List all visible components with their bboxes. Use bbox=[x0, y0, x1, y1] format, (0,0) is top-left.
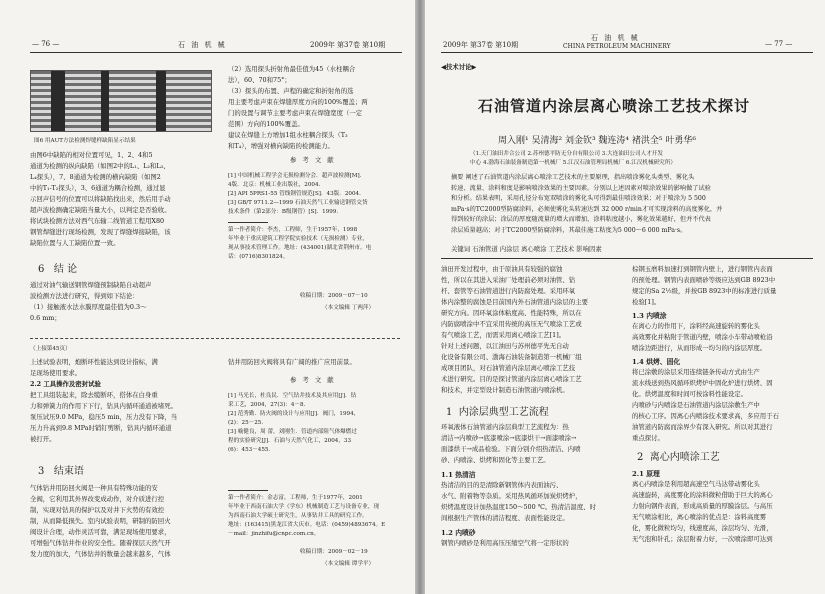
section-number: 1 bbox=[446, 407, 453, 418]
paragraph-line: 足现场使用要求。 bbox=[30, 369, 82, 377]
section-title: 内涂层典型工艺流程 bbox=[458, 407, 549, 418]
reference-item: 4版．北京：机械工业出版社，2004． bbox=[228, 182, 325, 188]
paragraph-line: 杆、套管等石油管道进行内防腐处理。采用环氧 bbox=[441, 287, 576, 295]
paragraph-line: 热清洁的目的是清除新钢管体内表面油污、 bbox=[441, 481, 563, 489]
editor-note-2: （本文编辑 谭学平） bbox=[322, 561, 375, 567]
footnote-rule bbox=[228, 490, 268, 491]
subsection-2-1: 2.1 原理 bbox=[632, 470, 660, 478]
column-tag: ◀技术讨论▶ bbox=[441, 63, 477, 71]
paragraph-line: 的预处理。钢管内表面喷砂等级应达到GB 8923中 bbox=[632, 276, 776, 284]
paragraph-line: 化，雾化微粒均匀，线速度高，涂层均匀、光滑， bbox=[632, 524, 773, 532]
paragraph-line: 的核心工序。因离心内喷涂技术要求高，多应用于石 bbox=[632, 412, 779, 420]
paragraph-line: 钢管焊缝进行现场检测，发现了焊缝焊接缺陷，该 bbox=[30, 228, 171, 236]
paragraph-line: 高速旋转，高度雾化的涂料微粒借助于巨大的离心 bbox=[632, 491, 773, 499]
paragraph-line: 气体钻井用防回火阀是一种具有特殊功能的安 bbox=[30, 484, 158, 492]
abstract-line: 摘要 阐述了石油管道内涂层离心喷涂工艺技术的主要原理，指出喷涂雾化头类型、雾化头 bbox=[451, 174, 695, 181]
paragraph-line: 化设备有限公司、渤海石油装备制造第一机械厂组 bbox=[441, 353, 582, 361]
paragraph-line: 环氧液体石油管道内涂层典型工艺流程为：热 bbox=[441, 423, 569, 431]
paragraph-line: 钢管内喷砂是利用高压压缩空气将一定形状的 bbox=[441, 539, 569, 547]
left-issue: 2009年 第37卷 第10期 bbox=[310, 41, 386, 49]
subsection-1-1: 1.1 热清洁 bbox=[441, 471, 476, 479]
paragraph-line: 油管道内防腐而涂界少有深入研究。所以对其进行 bbox=[632, 423, 773, 431]
paragraph-line: 性，所以在其进入采油厂处理前必须对油管、钻 bbox=[441, 276, 576, 284]
right-journal-name: 石 油 机 械 bbox=[591, 34, 640, 42]
subsection-heading: 2.2 工具操作及密封试验 bbox=[30, 380, 101, 388]
abstract-line: 和分析。结果表明，采用孔径分布宽双喷涂的雾化头可得到最佳喷涂效果；对于喷涂为 5 500 bbox=[451, 195, 706, 202]
section-title: 离心内喷涂工艺 bbox=[649, 452, 720, 463]
author-note-line: 第一作者简介：金志富，工程师，生于1977年，2001 bbox=[228, 495, 363, 501]
paragraph-line: 研究方向。因环氧涂体粘度高、性能特殊，所以在 bbox=[441, 309, 582, 317]
abstract-rule bbox=[441, 258, 813, 259]
editor-note: （本文编辑 丁两萍） bbox=[322, 305, 375, 311]
received-date: 收稿日期：2009－07－10 bbox=[300, 293, 368, 299]
article-authors: 周入刚¹ 吴清海² 刘金钦³ 魏连涛⁴ 褚洪全⁵ 叶勇华⁶ bbox=[498, 136, 696, 146]
paragraph-line: 中的T₁-T₂探头），3、6通道为耦合检测，通过显 bbox=[30, 184, 166, 192]
continued-note: （上接第45页） bbox=[30, 346, 71, 352]
paragraph-line: 用主要考虑声束在焊缝厚度方向的100%覆盖；两 bbox=[228, 98, 368, 106]
paragraph-line: 制，从而降低损失。室内试验表明，研制的防回火 bbox=[30, 517, 171, 525]
reference-item: 采工艺，2004，27(3)：4－8． bbox=[228, 402, 310, 408]
paragraph-line: 制，实现对钻具的保护以及对井下火势的有效控 bbox=[30, 506, 165, 514]
abstract-line: 转速、流量、涂料和度是影响喷涂效果的主要因素。分别以上述因素对喷涂效果的影响做了试验 bbox=[451, 184, 711, 192]
paragraph-line: 0.6 mm； bbox=[30, 314, 61, 322]
paragraph-line: 和T₄），增强对横向缺陷的检测能力。 bbox=[228, 142, 334, 150]
author-note-line: 第一作者简介：李杰，工程师，生于1957年，1998 bbox=[228, 227, 358, 233]
footnote-rule bbox=[228, 222, 268, 223]
references-heading: 参 考 文 献 bbox=[290, 156, 336, 164]
paragraph-line: 泵压试压9.0 MPa，稳压5 min，压力没有下降，当 bbox=[30, 413, 178, 421]
paragraph-line: 间根据生产管体的清洁程度、表面性能设定。 bbox=[441, 514, 569, 522]
figure-band bbox=[101, 71, 109, 131]
section-2-heading bbox=[637, 448, 720, 463]
subsection-1-2: 1.2 内喷砂 bbox=[441, 529, 476, 537]
paragraph-line: 化。烘烤温度和时间可按涂料性能设定。 bbox=[632, 390, 748, 398]
paragraph-line: 炽烤温度设计加热温度150～500 ℃。热清洁温度、时 bbox=[441, 503, 596, 511]
paragraph-line: 将试块检测方法对西气东输二线管道工程用X80 bbox=[30, 217, 165, 225]
header-rule bbox=[441, 52, 813, 53]
abstract-line: mPa·s的TC2000型防腐涂料，必须使雾化头转速达到 32 000 r/min才可实现涂料的高度雾化，并 bbox=[451, 205, 723, 213]
paragraph-line: 清洁→内喷砂→底漆喷涂→底漆烘干→面漆喷涂→ bbox=[441, 434, 577, 442]
affiliation-line: 中心 4.渤海石油装备制造第一机械厂 5.江汉石油管理局机械厂 6.江汉机械研究所） bbox=[470, 160, 676, 166]
section-number: 2 bbox=[637, 452, 644, 463]
paragraph-line: 上述试验表明，炮断环性能达到设计指标，满 bbox=[30, 358, 158, 366]
paragraph-line: 内喷砂与内喷涂是石油管道内涂层涂敷生产中 bbox=[632, 401, 760, 409]
reference-item: [2] 范秀勤．防火阀的设计与应用[J]．阀门，1994， bbox=[228, 411, 360, 417]
abstract-line: 得到较好的涂层；涂层的厚度随流量的增大而增加，涂料粘度越小，雾化效果越好，但并不代表 bbox=[451, 216, 711, 223]
paragraph-line: 可增强气体钻井作业的安全性。随着探层天然气开 bbox=[30, 539, 171, 547]
author-note-line: 现从事技术管理工作。地址：(434001)湖北省荆州市。电 bbox=[228, 245, 372, 251]
paragraph-line: 内防腐喷涂中不宜采用传统的高压无气喷涂工艺或 bbox=[441, 320, 582, 328]
author-note-line: 为西南石油大学硕士研究生，从事钻井工具的研究工作。 bbox=[228, 513, 368, 519]
paragraph-line: 法），60、70和75°； bbox=[228, 76, 291, 84]
paragraph-line: 油田开发过程中，由于原油具有较强的腐蚀 bbox=[441, 265, 563, 273]
reference-item: [1] 中国机械工程学会无损检测分会．超声波检测[M]． bbox=[228, 173, 366, 179]
section-3-heading bbox=[38, 462, 84, 477]
author-note-line: 年毕业于西南石油大学（学东）机械制造工艺与设备专业，现 bbox=[228, 504, 380, 510]
right-journal-english: CHINA PETROLEUM MACHINERY bbox=[563, 43, 671, 50]
figure-caption: 图6 用AUT方法检测焊缝样缺陷显示结果 bbox=[34, 138, 136, 144]
left-journal-name: 石 油 机 械 bbox=[178, 41, 227, 49]
reference-item: [3] GB/T 9711.2—1999 石油天然气工业输送钢管交货 bbox=[228, 200, 368, 206]
paragraph-line: 钻井用防回火阀将具有广阔的推广应用前景。 bbox=[228, 358, 356, 366]
paragraph-line: 范围）方向的100%覆盖。 bbox=[228, 120, 304, 128]
reference-item: (2)：25－25． bbox=[228, 420, 267, 426]
figure-6-scan-result bbox=[30, 70, 212, 132]
paragraph-line: 喷涂边距进行，从而形成一均匀的内涂层厚度。 bbox=[632, 344, 767, 352]
paragraph-line: 力和弹簧力的作用下下行，钻具内循环通道被堵死。 bbox=[30, 402, 177, 410]
paragraph-line: 压力升高到9.8 MPa时销钉剪断，钻具内循环通道 bbox=[30, 424, 172, 432]
article-title: 石油管道内涂层离心喷涂工艺技术探讨 bbox=[478, 97, 751, 115]
section-number: 3 bbox=[38, 466, 45, 477]
section-title: 结束语 bbox=[53, 466, 84, 477]
paragraph-line: （2）选用探头折射角最佳值为45（水柱耦合 bbox=[228, 65, 356, 73]
paragraph-line: 将已涂敷的涂层采用连续链条传动方式由生产 bbox=[632, 368, 760, 376]
abstract-line: 涂层质量越高；对于TC2000型防腐涂料，其最佳施工粘度为5 000～6 000 mPa·s。 bbox=[451, 226, 687, 234]
right-issue: 2009年 第37卷 第10期 bbox=[443, 41, 519, 49]
received-date-2: 收稿日期：2009－02－19 bbox=[300, 549, 368, 555]
header-rule bbox=[30, 52, 402, 53]
paragraph-line: 阀设计合理，动作灵活可靠，满足现场使用要求， bbox=[30, 528, 171, 536]
paragraph-line: 有气喷涂工艺，而需采用离心喷涂工艺[1]。 bbox=[441, 331, 566, 339]
author-note-line: 年毕业于重庆建筑工程学院实验技术（无损检测）专业， bbox=[228, 236, 368, 242]
paragraph-line: 面漆烘干→成品检验。下面分别介绍热清洁、内喷 bbox=[441, 445, 581, 453]
paragraph-line: 体内涂整的腐蚀是目前国内外石油管道内涂层的主要 bbox=[441, 298, 588, 306]
subsection-1-3: 1.3 内喷涂 bbox=[632, 312, 667, 320]
paragraph-line: 发力度的加大，气体钻井的数量会越来越多，气体 bbox=[30, 550, 171, 558]
left-page-number: — 76 — bbox=[32, 40, 60, 48]
paragraph-line: 通道为检测的纵向缺陷（如图2中的L₁、L₂和L₃、 bbox=[30, 162, 170, 170]
paragraph-line: 术进行研究。目的是探讨管道内涂层离心喷涂工艺 bbox=[441, 375, 582, 383]
section-number: 6 bbox=[38, 264, 45, 275]
reference-item: 技术条件（第2部分：B级钢管）[S]．1999． bbox=[228, 209, 343, 215]
paragraph-line: 在离心力的作用下，涂料经高速旋转的雾化头 bbox=[632, 322, 760, 330]
section-divider bbox=[30, 338, 400, 339]
paragraph-line: 无气泡和针孔；涂层附着力好，一次喷涂即可达到 bbox=[632, 535, 773, 543]
section-1-heading bbox=[446, 403, 549, 418]
figure-band bbox=[156, 71, 166, 131]
keywords: 关键词 石油管道 内涂层 离心喷涂 工艺技术 影响因素 bbox=[451, 245, 602, 253]
paragraph-line: 把工具组装起来，除去缆断环，搭体在白身重 bbox=[30, 391, 158, 399]
paragraph-line: 缺陷位置与人工缺陷位置一致。 bbox=[30, 239, 120, 247]
author-note-line: 地址：(163415)黑龙江省大庆市。电话：(0459)4893674。E bbox=[228, 522, 386, 528]
paragraph-line: 流水线送到热风循环炽烤炉中固化炉进行烘烤、固 bbox=[632, 379, 773, 387]
paragraph-line: L₄探头），7、8通道为检测的横向缺陷（如图2 bbox=[30, 173, 161, 181]
paragraph-line: （1）接触液水法水膜厚度最佳值为0.3～ bbox=[30, 303, 147, 311]
paragraph-line: 和技术，并定型设计制造石油管道内喷涂机。 bbox=[441, 386, 569, 394]
paragraph-line: 被打开。 bbox=[30, 435, 56, 443]
paragraph-line: 检验[1]。 bbox=[632, 298, 661, 306]
paragraph-line: 水气、附着物等杂质。采用热风循环加炭炽烤炉， bbox=[441, 492, 582, 500]
subsection-1-4: 1.4 烘烤、固化 bbox=[632, 358, 681, 366]
author-note-line: 话：(0716)8301824。 bbox=[228, 254, 289, 260]
figure-band bbox=[51, 71, 65, 131]
paragraph-line: 规定的Sa 2½级，并按GB 8923中的标准进行质量 bbox=[632, 287, 777, 295]
paragraph-line: 建议在焊缝上方增加1组水柱耦合探头（T₃ bbox=[228, 131, 348, 139]
reference-item: [2] API 5PRS1-55 管线钢管规范[S]．43版．2004． bbox=[228, 191, 365, 197]
section-title: 结 论 bbox=[53, 264, 78, 275]
reference-item: [1] 马光长，杜良民．空气钻井技术及其应用[J]．钻 bbox=[228, 393, 357, 399]
paragraph-line: 通过对油气输送钢管焊缝预制缺陷自动超声 bbox=[30, 281, 152, 289]
paragraph-line: 成项目团队，对石油管道内涂层离心喷涂工艺技 bbox=[441, 364, 576, 372]
paragraph-line: 高效雾化并粘附于管道内壁，喷涂小车带动喷枪沿 bbox=[632, 333, 773, 341]
paragraph-line: 力射向钢件表面，形成高质量的厚膜涂层。与高压 bbox=[632, 502, 773, 510]
affiliation-line: （1.天门油田井合公司 2.苏州德平防无分自有限公司 3.大连油田公司人才开发 bbox=[470, 151, 663, 157]
paragraph-line: 示回声信号的位置可以将缺陷找出来，然后用手动 bbox=[30, 195, 171, 203]
author-note-line: －mail：jinzhifu@cnpc.com.cn。 bbox=[228, 531, 320, 537]
paragraph-line: 棕钢玉磨料加速打到钢管内壁上，进行钢管内表面 bbox=[632, 265, 773, 273]
references-heading-2: 参 考 文 献 bbox=[290, 376, 336, 384]
paragraph-line: 无气喷涂相比，离心喷涂的优点是：涂料高度雾 bbox=[632, 513, 767, 521]
paragraph-line: 门的设置与调节主要考虑声束在焊缝宽度（一定 bbox=[228, 109, 363, 117]
paragraph-line: 离心内喷涂是利用超高速空气马达带动雾化头 bbox=[632, 480, 760, 488]
reference-item: [3] 喻健良，周 蕾，刘刚生．管道内部阻气体爆燃过 bbox=[228, 429, 357, 435]
paragraph-line: 全阀，它利用其外界改变成动作，对介质进行控 bbox=[30, 495, 165, 503]
reference-item: (6)：453－455． bbox=[228, 447, 275, 453]
book-gutter bbox=[415, 0, 425, 594]
paragraph-line: 砂、内喷涂、烘烤和固化等主要工艺。 bbox=[441, 456, 550, 464]
paragraph-line: 波检测方法进行研究，得到如下结论： bbox=[30, 292, 139, 300]
paragraph-line: 超声波检测确定缺陷当量大小，以判定是否验收。 bbox=[30, 206, 171, 214]
reference-item: 程的实验研究[J]．石油与天然气化工，2004，33 bbox=[228, 438, 352, 444]
paragraph-line: （3）探头的布置、声程的确定和折射角的选 bbox=[228, 87, 354, 95]
paragraph-line: 重点探讨。 bbox=[632, 434, 664, 442]
right-page-number: — 77 — bbox=[765, 40, 793, 48]
paragraph-line: 针对上述问题，以江油田与苏州德平先无自动 bbox=[441, 342, 569, 350]
section-6-heading bbox=[38, 260, 77, 275]
paragraph-line: 由图6中缺陷的相对位置可见，1、2、4和5 bbox=[30, 151, 153, 159]
